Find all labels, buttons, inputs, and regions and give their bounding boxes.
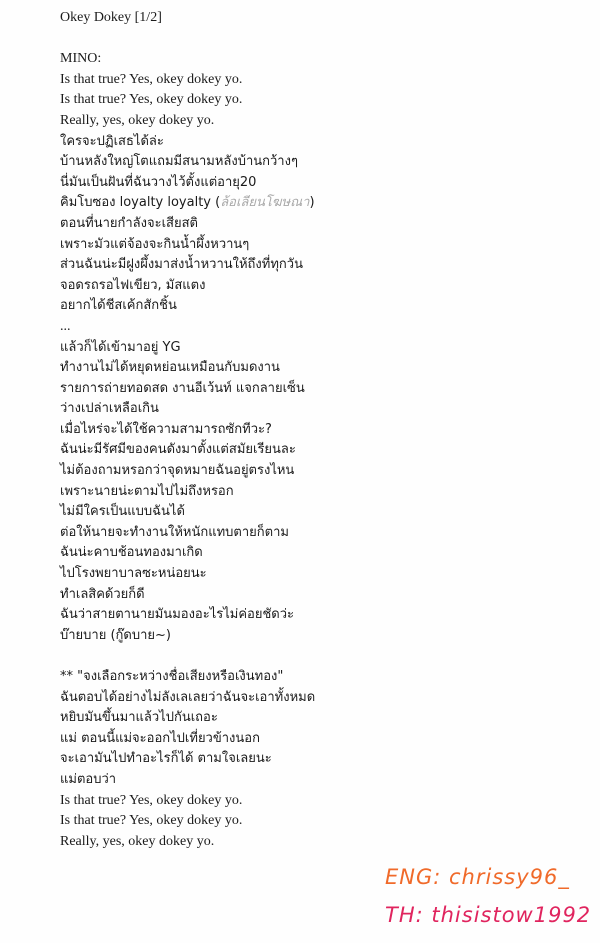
lyric-line: แม่ ตอนนี้แม่จะออกไปเที่ยวข้างนอก bbox=[60, 730, 260, 746]
lyric-line: บ๊ายบาย (กู๊ดบาย~) bbox=[60, 627, 171, 643]
lyric-line: เพราะมัวแต่จ้องจะกินน้ำผึ้งหวานๆ bbox=[60, 236, 250, 252]
lyric-line: Is that true? Yes, okey dokey yo. bbox=[60, 813, 243, 829]
lyric-line: ฉันตอบได้อย่างไม่ลังเลเลยว่าฉันจะเอาทั้งหมด bbox=[60, 689, 316, 705]
lyric-line: Really, yes, okey dokey yo. bbox=[60, 112, 215, 128]
lyric-line: Is that true? Yes, okey dokey yo. bbox=[60, 92, 243, 108]
lyric-line: ตอนที่นายกำลังจะเสียสติ bbox=[60, 215, 198, 231]
spacer bbox=[60, 646, 580, 667]
lyric-line: Is that true? Yes, okey dokey yo. bbox=[60, 792, 243, 808]
lyric-line: ใครจะปฏิเสธได้ล่ะ bbox=[60, 133, 164, 149]
lyric-line: ทำเลสิคด้วยก็ดี bbox=[60, 586, 145, 602]
lyric-text: ) bbox=[309, 195, 315, 211]
lyric-line: ทำงานไม่ได้หยุดหย่อนเหมือนกับมดงาน bbox=[60, 360, 280, 376]
lyric-line: ไม่มีใครเป็นแบบฉันได้ bbox=[60, 504, 185, 520]
speaker-label: MINO: bbox=[60, 51, 102, 67]
lyric-line: เมื่อไหร่จะได้ใช้ความสามารถซักทีวะ? bbox=[60, 421, 272, 437]
lyric-line: ต่อให้นายจะทำงานให้หนักแทบตายก็ตาม bbox=[60, 524, 289, 540]
lyric-line: จอดรถรอไฟเขียว, มัสแตง bbox=[60, 277, 206, 293]
document-title: Okey Dokey [1/2] bbox=[60, 10, 162, 25]
credit-eng: ENG: chrissy96_ bbox=[385, 865, 570, 889]
lyrics-document bbox=[60, 8, 580, 852]
lyric-line: ไปโรงพยาบาลซะหน่อยนะ bbox=[60, 566, 207, 582]
parody-note: ล้อเลียนโฆษณา bbox=[220, 195, 310, 211]
lyric-line: นี่มันเป็นฝันที่ฉันวางไว้ตั้งแต่อายุ20 bbox=[60, 174, 257, 190]
lyric-line: ส่วนฉันน่ะมีฝูงผึ้งมาส่งน้ำหวานให้ถึงที่ทุกวัน bbox=[60, 257, 303, 273]
lyric-line: Is that true? Yes, okey dokey yo. bbox=[60, 71, 243, 87]
lyric-line: ว่างเปล่าเหลือเกิน bbox=[60, 401, 159, 417]
translator-credits bbox=[385, 858, 591, 934]
lyric-line: แม่ตอบว่า bbox=[60, 771, 117, 787]
lyric-line: หยิบมันขึ้นมาแล้วไปกันเถอะ bbox=[60, 710, 218, 726]
spacer bbox=[60, 29, 580, 50]
lyric-line: อยากได้ชีสเค้กสักชิ้น bbox=[60, 298, 177, 314]
lyric-line bbox=[60, 193, 580, 214]
credit-th: TH: thisistow1992 bbox=[385, 903, 592, 927]
lyric-text: คิมโบซอง loyalty loyalty ( bbox=[60, 195, 221, 211]
lyric-line: รายการถ่ายทอดสด งานอีเว้นท์ แจกลายเซ็น bbox=[60, 380, 305, 396]
lyric-line: บ้านหลังใหญ่โตแถมมีสนามหลังบ้านกว้างๆ bbox=[60, 154, 298, 170]
lyric-line: Really, yes, okey dokey yo. bbox=[60, 833, 215, 849]
lyric-line: ... bbox=[60, 318, 71, 334]
lyric-line: เพราะนายน่ะตามไปไม่ถึงหรอก bbox=[60, 483, 234, 499]
lyric-line: แล้วก็ได้เข้ามาอยู่ YG bbox=[60, 339, 181, 355]
lyric-line: จะเอามันไปทำอะไรก็ได้ ตามใจเลยนะ bbox=[60, 751, 272, 767]
lyric-line: ฉันน่ะคาบช้อนทองมาเกิด bbox=[60, 545, 203, 561]
lyric-line: ฉันน่ะมีรัศมีของคนดังมาตั้งแต่สมัยเรียนละ bbox=[60, 442, 296, 458]
lyric-line: ** "จงเลือกระหว่างชื่อเสียงหรือเงินทอง" bbox=[60, 669, 284, 684]
lyric-line: ไม่ต้องถามหรอกว่าจุดหมายฉันอยู่ตรงไหน bbox=[60, 463, 295, 479]
lyric-line: ฉันว่าสายตานายมันมองอะไรไม่ค่อยชัดว่ะ bbox=[60, 607, 295, 623]
